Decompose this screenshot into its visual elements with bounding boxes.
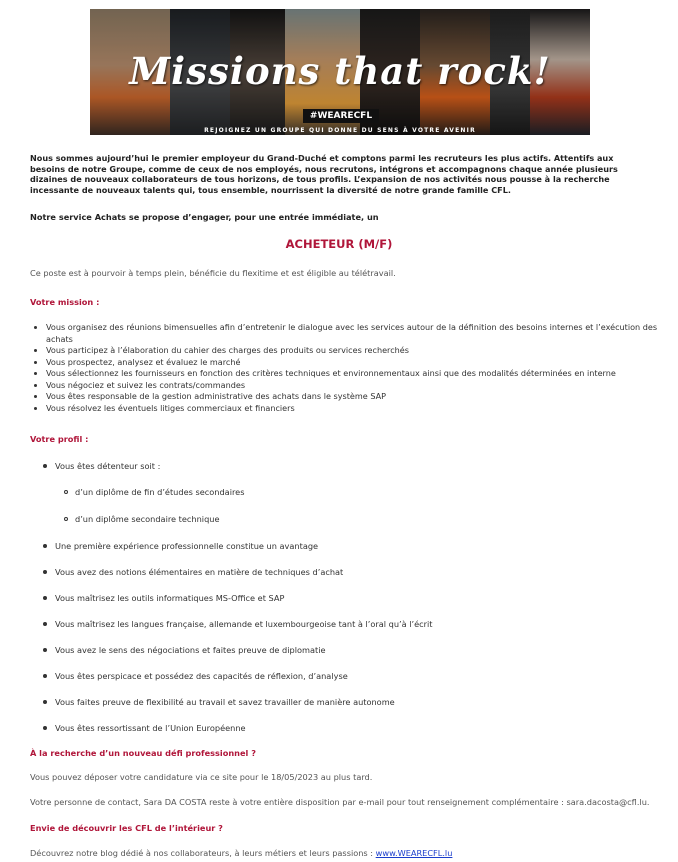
list-item: • Vous résolvez les éventuels litiges commerciaux et financiers xyxy=(46,403,666,415)
list-item-text: Vous faites preuve de flexibilité au travail et savez travailler de manière autonome xyxy=(55,697,395,707)
conditions-text: Ce poste est à pourvoir à temps plein, bénéficie du flexitime et est éligible au télétravail. xyxy=(30,268,396,278)
apply-heading: À la recherche d’un nouveau défi professionnel ? xyxy=(30,748,256,758)
bullet-icon xyxy=(43,622,47,626)
list-item: • Vous prospectez, analysez et évaluez le marché xyxy=(46,357,666,369)
sub-list-item-text: d’un diplôme de fin d’études secondaires xyxy=(75,487,245,497)
circle-bullet-icon xyxy=(64,517,68,521)
list-item: • Vous négociez et suivez les contrats/commandes xyxy=(46,380,666,392)
banner-subtitle: REJOIGNEZ UN GROUPE QUI DONNE DU SENS À VOTRE AVENIR xyxy=(204,127,476,134)
circle-bullet-icon xyxy=(64,490,68,494)
list-item-text: Une première expérience professionnelle constitue un avantage xyxy=(55,541,319,551)
bullet-icon xyxy=(43,726,47,730)
list-item-text: Vous maîtrisez les langues française, allemande et luxembourgeoise tant à l’oral qu’à l’écrit xyxy=(55,619,433,629)
mission-heading: Votre mission : xyxy=(30,297,100,307)
lead-sentence: Notre service Achats se propose d’engager, pour une entrée immédiate, un xyxy=(30,212,379,222)
list-item: • Vous êtes responsable de la gestion administrative des achats dans le système SAP xyxy=(46,391,666,403)
sub-list-item xyxy=(75,487,244,497)
profile-heading: Votre profil : xyxy=(30,434,89,444)
list-item xyxy=(55,593,284,603)
mission-list xyxy=(46,322,666,414)
deadline-text: Vous pouvez déposer votre candidature via ce site pour le 18/05/2023 au plus tard. xyxy=(30,772,373,782)
blog-heading: Envie de découvrir les CFL de l’intérieur ? xyxy=(30,823,223,833)
list-item xyxy=(55,567,343,577)
list-item-text: Vous avez le sens des négociations et faites preuve de diplomatie xyxy=(55,645,326,655)
list-item-text: Vous maîtrisez les outils informatiques MS-Office et SAP xyxy=(55,593,285,603)
list-item xyxy=(55,697,395,707)
list-item-text: Vous avez des notions élémentaires en matière de techniques d’achat xyxy=(55,567,344,577)
contact-text: Votre personne de contact, Sara DA COSTA reste à votre entière disposition par e-mail pour tout renseignement complémentaire : sara.dacosta@cfl.lu. xyxy=(30,797,650,807)
list-item-text: Vous êtes ressortissant de l’Union Européenne xyxy=(55,723,246,733)
bullet-icon xyxy=(43,596,47,600)
hero-banner xyxy=(90,9,590,135)
list-item: • Vous participez à l’élaboration du cahier des charges des produits ou services recherchés xyxy=(46,345,666,357)
intro-paragraph: Nous sommes aujourd’hui le premier employeur du Grand-Duché et comptons parmi les recruteurs les plus actifs. Attentifs aux besoins de notre Groupe, comme de ceux de nos employés, nous recrutons, intégrons et accompagnons chaque année plusieurs dizaines de nouveaux collaborateurs de tous horizons, de tous profils. L’expansion de nos activités nous pousse à la recherche incessante de nouveaux talents qui, tous ensemble, nourrissent la diversité de notre grande famille CFL. xyxy=(30,153,618,196)
list-item xyxy=(55,645,326,655)
list-item: • Vous organisez des réunions bimensuelles afin d’entretenir le dialogue avec les services autour de la définition des besoins internes et l’exécution des achats xyxy=(46,322,666,345)
bullet-icon xyxy=(43,700,47,704)
bullet-icon xyxy=(43,544,47,548)
sub-list-item-text: d’un diplôme secondaire technique xyxy=(75,514,220,524)
list-item xyxy=(55,671,348,681)
banner-title: Missions that rock! xyxy=(129,49,551,93)
list-item-text: Vous êtes perspicace et possédez des capacités de réflexion, d’analyse xyxy=(55,671,348,681)
blog-text: Découvrez notre blog dédié à nos collaborateurs, à leurs métiers et leurs passions : xyxy=(30,848,376,858)
list-item xyxy=(55,723,246,733)
list-item-text: Vous êtes détenteur soit : xyxy=(55,461,161,471)
banner-hashtag: #WEARECFL xyxy=(303,109,379,123)
bullet-icon xyxy=(43,464,47,468)
list-item xyxy=(55,619,433,629)
job-title: ACHETEUR (M/F) xyxy=(285,237,393,251)
blog-link[interactable]: www.WEARECFL.lu xyxy=(375,848,453,858)
bullet-icon xyxy=(43,648,47,652)
bullet-icon xyxy=(43,570,47,574)
list-item: • Vous sélectionnez les fournisseurs en fonction des critères techniques et environnementaux ainsi que des modalités déterminées en interne xyxy=(46,368,666,380)
intro-block xyxy=(30,153,648,196)
list-item xyxy=(55,461,160,471)
list-item xyxy=(55,541,318,551)
bullet-icon xyxy=(43,674,47,678)
blog-paragraph xyxy=(30,848,452,858)
sub-list-item xyxy=(75,514,220,524)
